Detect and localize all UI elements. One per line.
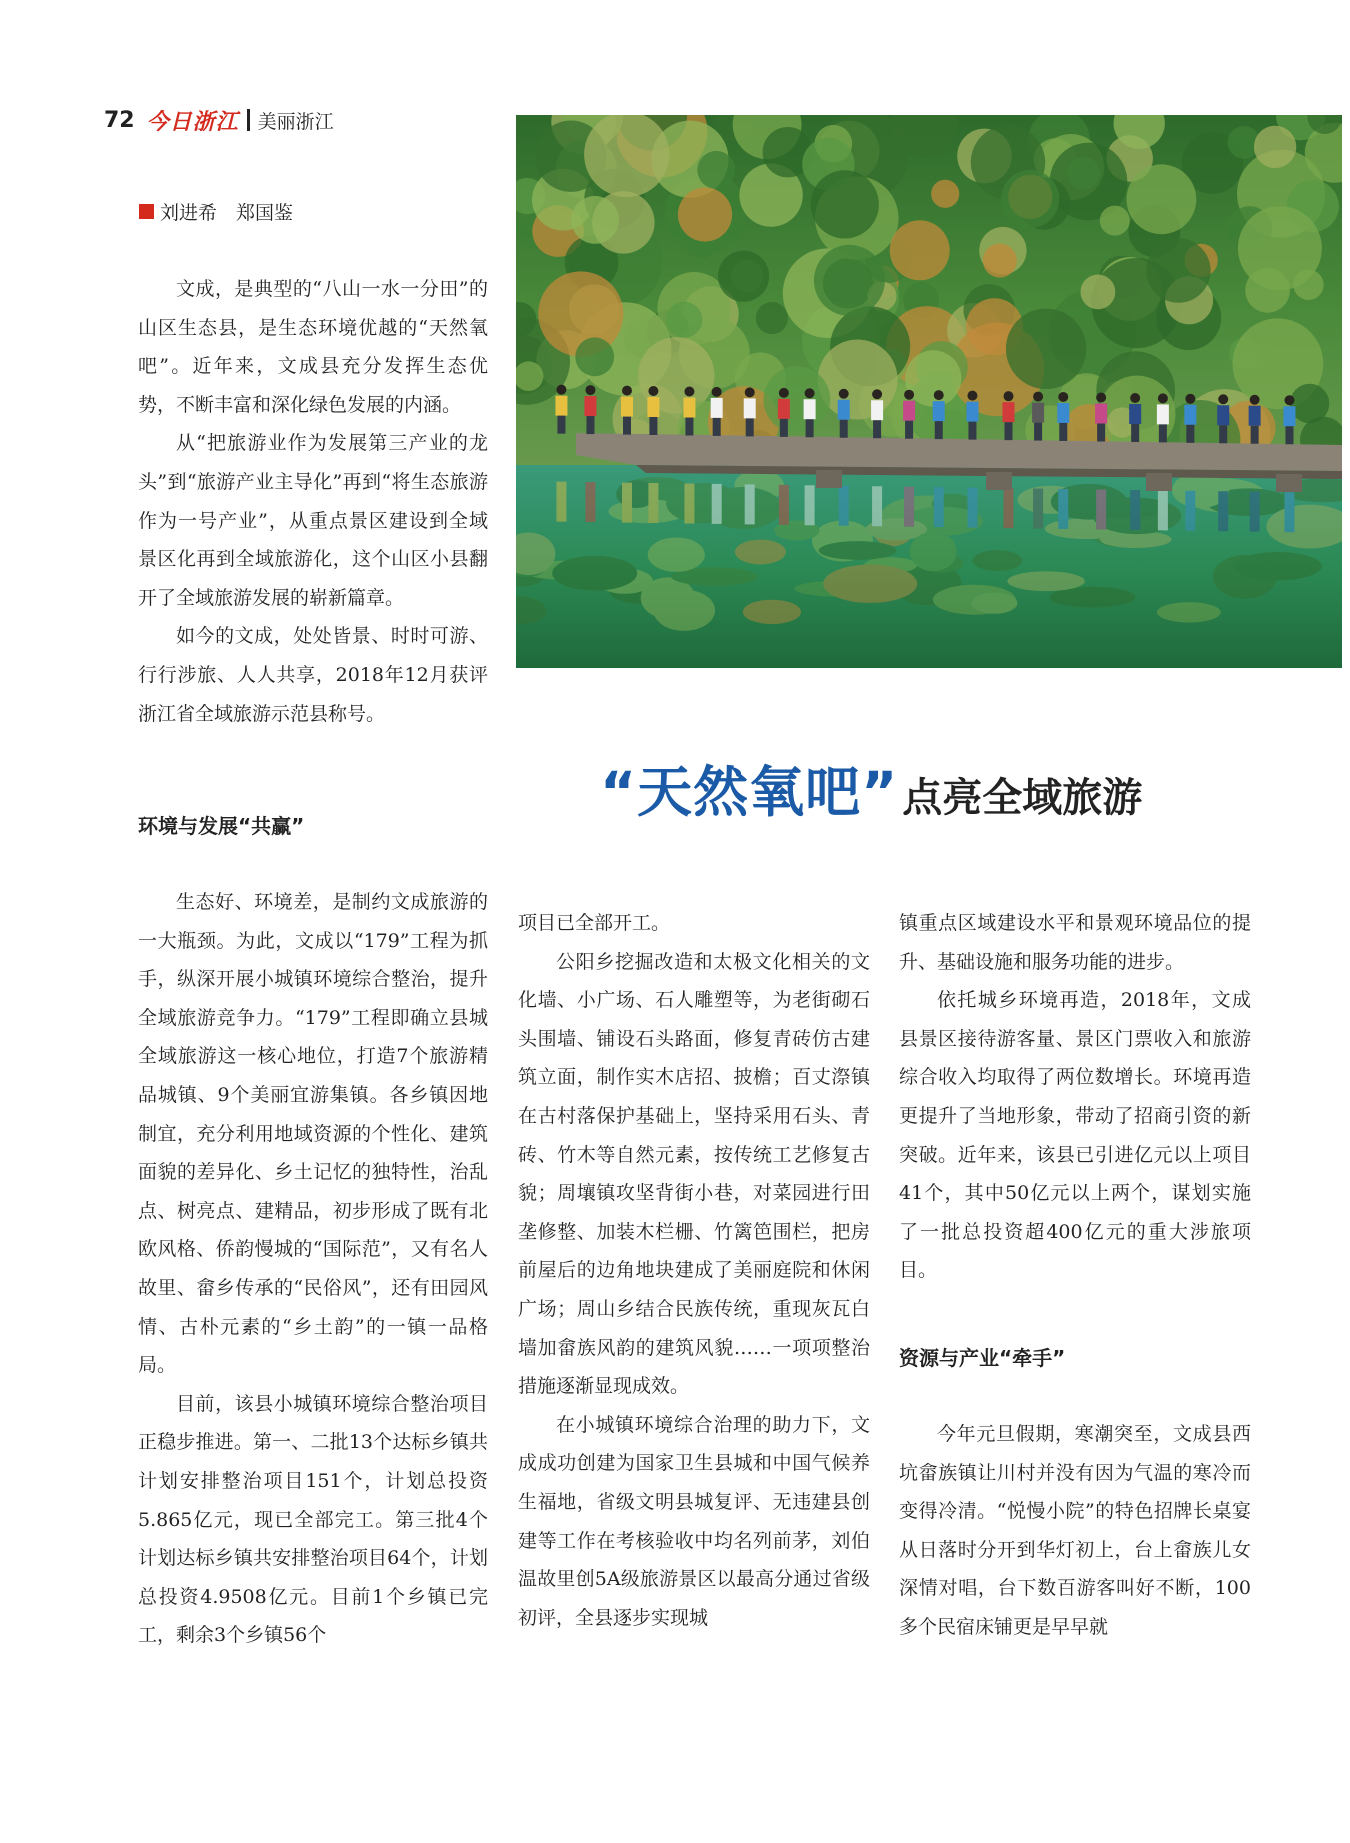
byline-authors: 刘进希 郑国鉴 <box>160 202 294 224</box>
tourist-reflection <box>872 486 882 526</box>
section-name: 美丽浙江 <box>257 110 334 133</box>
tourist-reflection <box>745 484 755 524</box>
article-title <box>600 748 1142 827</box>
column-1-body <box>138 883 488 1655</box>
tourist-reflection <box>904 487 914 527</box>
tourist-reflection <box>712 484 722 524</box>
tourist-reflection <box>967 488 977 528</box>
subhead-environment: 环境与发展“共赢” <box>138 814 305 838</box>
paragraph: 文成，是典型的“八山一水一分田”的山区生态县，是生态环境优越的“天然氧吧”。近年来，文成县充分发挥生态优势，不断丰富和深化绿色发展的内涵。 <box>138 278 488 416</box>
paragraph: 公阳乡挖掘改造和太极文化相关的文化墙、小广场、石人雕塑等，为老街砌石头围墙、铺设石头路面，修复青砖仿古建筑立面，制作实木店招、披檐；百丈漈镇在古村落保护基础上，坚持采用石头、青砖、竹木等自然元素，按传统工艺修复古貌；周壤镇攻坚背街小巷，对菜园进行田垄修整、加装木栏栅、竹篱笆围栏，把房前屋后的边角地块建成了美丽庭院和休闲广场；周山乡结合民族传统，重现灰瓦白墙加畲族风韵的建筑风貌……一项项整治措施逐渐显现成效。 <box>518 950 870 1398</box>
tourist-reflection <box>1185 491 1195 531</box>
paragraph: 生态好、环境差，是制约文成旅游的一大瓶颈。为此，文成以“179”工程为抓手，纵深开展小城镇环境综合整治，提升全域旅游竞争力。“179”工程即确立县城全域旅游这一核心地位，打造7个旅游精品城镇、9个美丽宜游集镇。各乡镇因地制宜，充分利用地域资源的个性化、建筑面貌的差异化、乡土记忆的独特性，治乱点、树亮点、建精品，初步形成了既有北欧风格、侨韵慢城的“国际范”，又有名人故里、畲乡传承的“民俗风”，还有田园风情、古朴元素的“乡土韵”的一镇一品格局。 <box>138 891 488 1377</box>
tourist-reflection <box>622 483 632 523</box>
tourist-reflection <box>1158 490 1168 530</box>
paragraph: 目前，该县小城镇环境综合整治项目正稳步推进。第一、二批13个达标乡镇共计划安排整治项目151个，计划总投资5.865亿元，现已全部完工。第三批4个计划达标乡镇共安排整治项目64个，计划总投资4.9508亿元。目前1个乡镇已完工，剩余3个乡镇56个 <box>138 1392 488 1647</box>
tourist-reflection <box>779 485 789 525</box>
tourist-reflection <box>684 484 694 524</box>
tourist-reflection <box>839 486 849 526</box>
byline <box>139 198 293 225</box>
tourist-reflection <box>1003 488 1013 528</box>
column-1-intro <box>138 270 488 733</box>
tourist-reflection <box>1058 489 1068 529</box>
column-2 <box>518 904 870 1637</box>
tourist-reflection <box>1096 490 1106 530</box>
tourist-reflection <box>648 483 658 523</box>
magazine-logo: 今日浙江 <box>146 108 239 135</box>
page-number: 72 <box>104 107 135 133</box>
tourist-reflection <box>1250 492 1260 532</box>
page-header <box>104 102 334 138</box>
tourist-reflection <box>1284 492 1294 532</box>
paragraph: 从“把旅游业作为发展第三产业的龙头”到“旅游产业主导化”再到“将生态旅游作为一号产业”，从重点景区建设到全域景区化再到全域旅游化，这个山区小县翻开了全域旅游发展的崭新篇章。 <box>138 432 488 609</box>
title-rest: 点亮全域旅游 <box>902 774 1143 821</box>
subhead-resources: 资源与产业“牵手” <box>899 1346 1066 1370</box>
paragraph: 依托城乡环境再造，2018年，文成县景区接待游客量、景区门票收入和旅游综合收入均取得了两位数增长。环境再造更提升了当地形象，带动了招商引资的新突破。近年来，该县已引进亿元以上项目41个，其中50亿元以上两个，谋划实施了一批总投资超400亿元的重大涉旅项目。 <box>899 989 1251 1282</box>
paragraph: 项目已全部开工。 <box>518 912 671 934</box>
column-3-bottom <box>899 1415 1251 1647</box>
landscape-photo <box>516 115 1342 668</box>
title-highlight: “天然氧吧” <box>600 760 899 824</box>
paragraph: 如今的文成，处处皆景、时时可游、行行涉旅、人人共享，2018年12月获评浙江省全域旅游示范县称号。 <box>138 625 488 725</box>
tourist-reflection <box>585 482 595 522</box>
tourist-reflection <box>556 482 566 522</box>
tourist-reflection <box>805 485 815 525</box>
paragraph: 今年元旦假期，寒潮突至，文成县西坑畲族镇让川村并没有因为气温的寒冷而变得冷清。“悦慢小院”的特色招牌长桌宴从日落时分开到华灯初上，台上畲族儿女深情对唱，台下数百游客叫好不断，100多个民宿床铺更是早早就 <box>899 1423 1251 1638</box>
paragraph: 在小城镇环境综合治理的助力下，文成成功创建为国家卫生县城和中国气候养生福地，省级文明县城复评、无违建县创建等工作在考核验收中均名列前茅，刘伯温故里创5A级旅游景区以最高分通过省级初评，全县逐步实现城 <box>518 1413 870 1629</box>
tourist-reflection <box>1218 491 1228 531</box>
paragraph: 镇重点区域建设水平和景观环境品位的提升、基础设施和服务功能的进步。 <box>899 912 1251 973</box>
tourist-reflection <box>1130 490 1140 530</box>
column-3-top <box>899 904 1251 1290</box>
byline-marker <box>139 204 154 219</box>
tourist-reflection <box>934 487 944 527</box>
header-divider <box>247 109 250 131</box>
tourist-reflection <box>1033 489 1043 529</box>
